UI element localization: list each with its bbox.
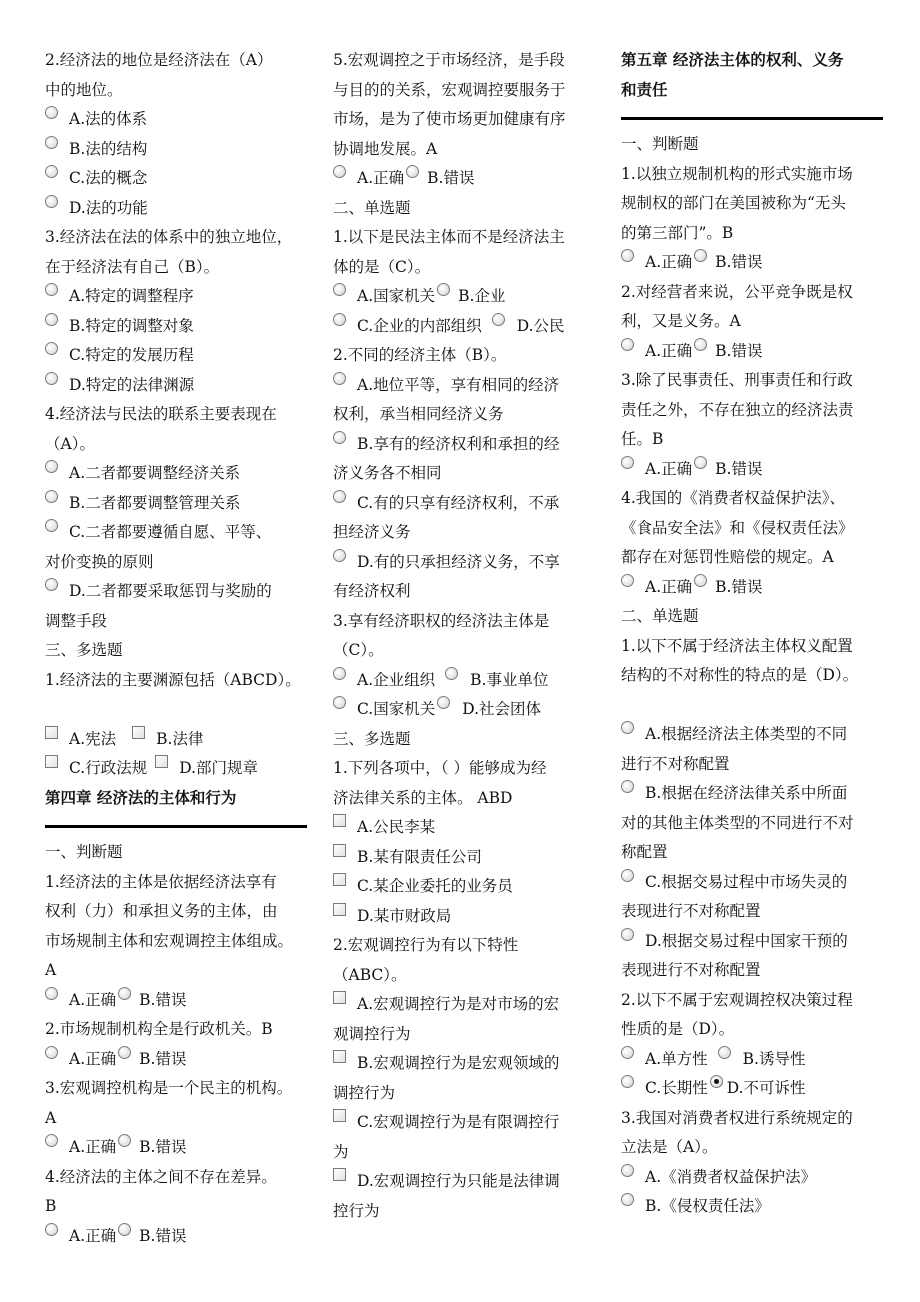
option-continuation: 权利，承当相同经济义务 [333, 405, 504, 423]
radio-button[interactable] [45, 1223, 58, 1236]
option-row[interactable] [333, 695, 595, 725]
question-text: 结构的不对称性的特点的是（D）。 [621, 666, 859, 684]
option-label: B.法的结构 [69, 139, 148, 158]
chapter-title: 第四章 经济法的主体和行为 [45, 788, 237, 807]
option-label: B.诱导性 [742, 1049, 806, 1068]
radio-button[interactable] [45, 519, 58, 532]
option-label: C.宏观调控行为是有限调控行 [357, 1113, 560, 1131]
question-text: 市场，是为了使市场更加健康有序 [333, 110, 566, 128]
option-label: B.错误 [139, 1226, 187, 1245]
option-label: B.享有的经济权利和承担的经 [357, 434, 560, 453]
spacer [45, 695, 307, 725]
option-row[interactable] [45, 341, 307, 371]
option-label: B.《侵权责任法》 [645, 1197, 770, 1215]
option-continuation: 有经济权利 [333, 582, 411, 600]
option-continuation: 观调控行为 [333, 1024, 411, 1043]
option-row[interactable] [333, 548, 595, 578]
question-text: 3.除了民事责任、刑事责任和行政 [621, 371, 853, 389]
option-label: A.正确 [69, 1049, 117, 1068]
option-row[interactable] [45, 518, 307, 548]
answer-key: B [45, 1197, 57, 1215]
option-row[interactable] [333, 843, 595, 873]
option-label: D.特定的法律渊源 [69, 375, 195, 394]
section-heading: 二、单选题 [333, 198, 411, 217]
option-label: B.错误 [715, 341, 763, 360]
checkbox[interactable] [155, 755, 168, 768]
option-continuation: 调整手段 [45, 611, 108, 630]
radio-button[interactable] [45, 490, 58, 503]
option-label: B.根据在经济法律关系中所面 [645, 784, 848, 802]
chapter-title: 第五章 经济法主体的权利、义务 [621, 51, 844, 69]
checkbox[interactable] [333, 1050, 346, 1063]
radio-button[interactable] [333, 549, 346, 562]
checkbox[interactable] [132, 726, 145, 739]
radio-button[interactable] [718, 1046, 731, 1059]
option-continuation: 济义务各不相同 [333, 464, 442, 482]
checkbox[interactable] [333, 1109, 346, 1122]
option-continuation: 表现进行不对称配置 [621, 902, 761, 920]
option-continuation: 对的其他主体类型的不同进行不对 [621, 813, 854, 832]
option-row[interactable] [45, 489, 307, 519]
question-text: 与目的的关系，宏观调控要服务于 [333, 80, 566, 99]
question-text: 责任之外，不存在独立的经济法责 [621, 400, 854, 419]
option-label: A.正确 [69, 1138, 117, 1156]
option-row[interactable] [621, 779, 883, 809]
option-row[interactable] [621, 455, 883, 485]
option-row[interactable] [45, 135, 307, 165]
radio-button[interactable] [694, 338, 707, 351]
radio-button[interactable] [45, 106, 58, 119]
radio-button[interactable] [118, 1223, 131, 1236]
question-text: 《食品安全法》和《侵权责任法》 [621, 518, 854, 537]
option-label: B.错误 [427, 169, 475, 187]
option-row[interactable] [45, 725, 307, 755]
option-row[interactable] [621, 337, 883, 367]
option-row[interactable] [45, 754, 307, 784]
radio-button[interactable] [437, 696, 450, 709]
option-label: C.特定的发展历程 [69, 346, 194, 364]
option-label: D.二者都要采取惩罚与奖励的 [69, 582, 272, 600]
chapter-title-continuation: 和责任 [621, 80, 668, 99]
option-label: B.企业 [458, 287, 506, 305]
option-row[interactable] [333, 813, 595, 843]
option-label: D.某市财政局 [357, 906, 452, 925]
answer-key: A [45, 1108, 57, 1127]
option-label: B.事业单位 [470, 670, 549, 689]
radio-button[interactable] [45, 283, 58, 296]
question-text: 立法是（A）。 [621, 1138, 718, 1156]
option-label: D.公民 [516, 316, 565, 335]
radio-button-selected[interactable] [710, 1075, 723, 1088]
checkbox[interactable] [333, 991, 346, 1004]
checkbox[interactable] [333, 903, 346, 916]
radio-button[interactable] [45, 195, 58, 208]
option-label: A.正确 [645, 341, 693, 360]
option-row[interactable] [621, 868, 883, 898]
radio-button[interactable] [445, 667, 458, 680]
question-text: 济法律关系的主体。 ABD [333, 788, 513, 807]
option-label: D.宏观调控行为只能是法律调 [357, 1172, 560, 1190]
option-label: A.国家机关 [357, 287, 436, 305]
option-row[interactable] [333, 1167, 595, 1197]
column-left [45, 46, 307, 1251]
option-label: D.不可诉性 [726, 1079, 806, 1097]
section-heading: 三、多选题 [333, 729, 411, 748]
option-label: B.二者都要调整管理关系 [69, 493, 241, 512]
radio-button[interactable] [333, 165, 346, 178]
option-label: A.公民李某 [357, 818, 436, 836]
option-label: A.正确 [69, 1226, 117, 1245]
option-row[interactable] [333, 1108, 595, 1138]
section-heading: 二、单选题 [621, 607, 699, 625]
option-label: C.法的概念 [69, 169, 148, 187]
radio-button[interactable] [118, 987, 131, 1000]
option-row[interactable] [333, 371, 595, 401]
radio-button[interactable] [621, 1075, 634, 1088]
option-label: B.错误 [139, 1138, 187, 1156]
option-label: D.根据交易过程中国家干预的 [645, 931, 848, 950]
option-row[interactable] [333, 872, 595, 902]
question-text: 在于经济法有自己（B）。 [45, 257, 220, 276]
radio-button[interactable] [333, 431, 346, 444]
column-middle [333, 46, 595, 1226]
question-text: 1.经济法的主体是依据经济法享有 [45, 872, 277, 891]
radio-button[interactable] [621, 338, 634, 351]
radio-button[interactable] [333, 667, 346, 680]
option-label: A.正确 [357, 169, 405, 187]
option-label: A.二者都要调整经济关系 [69, 464, 241, 482]
option-label: A.特定的调整程序 [69, 287, 194, 305]
option-row[interactable] [333, 489, 595, 519]
option-row[interactable] [45, 986, 307, 1016]
option-row[interactable] [45, 577, 307, 607]
question-text: （C）。 [333, 641, 384, 659]
column-right [621, 46, 883, 1222]
option-row[interactable] [45, 164, 307, 194]
radio-button[interactable] [694, 574, 707, 587]
option-label: B.错误 [715, 459, 763, 478]
option-label: D.社会团体 [462, 700, 542, 718]
radio-button[interactable] [621, 780, 634, 793]
radio-button[interactable] [45, 313, 58, 326]
checkbox[interactable] [45, 726, 58, 739]
radio-button[interactable] [694, 456, 707, 469]
option-label: C.有的只享有经济权利，不承 [357, 493, 560, 512]
radio-button[interactable] [333, 696, 346, 709]
option-row[interactable] [621, 248, 883, 278]
option-row[interactable] [333, 312, 595, 342]
divider [621, 117, 883, 120]
option-label: C.二者都要遵循自愿、平等、 [69, 523, 272, 541]
option-label: A.正确 [645, 577, 693, 596]
option-label: C.企业的内部组织 [357, 316, 482, 335]
question-text: 2.宏观调控行为有以下特性 [333, 936, 519, 954]
radio-button[interactable] [621, 574, 634, 587]
question-text: 2.以下不属于宏观调控权决策过程 [621, 990, 853, 1009]
option-continuation: 称配置 [621, 843, 668, 861]
option-label: A.根据经济法主体类型的不同 [645, 725, 848, 743]
question-text: 5.宏观调控之于市场经济，是手段 [333, 51, 565, 69]
question-text: 3.经济法在法的体系中的独立地位， [45, 228, 293, 246]
option-continuation: 调控行为 [333, 1083, 396, 1102]
divider [45, 825, 307, 828]
question-text: 2.市场规制机构全是行政机关。B [45, 1020, 273, 1038]
option-label: B.错误 [715, 253, 763, 271]
option-row[interactable] [45, 312, 307, 342]
radio-button[interactable] [45, 165, 58, 178]
option-row[interactable] [333, 1049, 595, 1079]
option-label: B.宏观调控行为是宏观领域的 [357, 1054, 560, 1072]
option-label: C.根据交易过程中市场失灵的 [645, 872, 848, 891]
question-text: 任。B [621, 430, 664, 448]
question-text: 性质的是（D）。 [621, 1020, 735, 1038]
option-label: A.《消费者权益保护法》 [645, 1167, 817, 1186]
option-label: A.企业组织 [357, 670, 436, 689]
radio-button[interactable] [45, 578, 58, 591]
option-row[interactable] [333, 990, 595, 1020]
option-label: D.部门规章 [179, 759, 259, 777]
radio-button[interactable] [621, 1193, 634, 1206]
option-row[interactable] [45, 371, 307, 401]
radio-button[interactable] [621, 721, 634, 734]
option-continuation: 控行为 [333, 1201, 380, 1220]
radio-button[interactable] [333, 490, 346, 503]
question-text: 3.我国对消费者权进行系统规定的 [621, 1108, 853, 1127]
radio-button[interactable] [45, 460, 58, 473]
radio-button[interactable] [694, 249, 707, 262]
option-row[interactable] [621, 573, 883, 603]
option-continuation: 对价变换的原则 [45, 552, 154, 571]
option-row[interactable] [45, 105, 307, 135]
question-text: 2.不同的经济主体（B）。 [333, 346, 507, 364]
option-row[interactable] [45, 1045, 307, 1075]
answer-key: A [45, 961, 57, 979]
question-text: 2.经济法的地位是经济法在（A） [45, 51, 273, 69]
radio-button[interactable] [45, 1046, 58, 1059]
option-label: A.单方性 [645, 1049, 708, 1068]
question-text: 市场规制主体和宏观调控主体组成。 [45, 931, 294, 950]
question-text: （ABC）。 [333, 965, 407, 984]
option-label: B.特定的调整对象 [69, 316, 194, 335]
option-label: B.错误 [715, 577, 763, 596]
option-label: C.某企业委托的业务员 [357, 877, 513, 895]
radio-button[interactable] [45, 987, 58, 1000]
option-row[interactable] [45, 459, 307, 489]
radio-button[interactable] [118, 1134, 131, 1147]
option-label: A.正确 [645, 459, 693, 478]
option-label: A.法的体系 [69, 110, 148, 128]
option-row[interactable] [621, 1163, 883, 1193]
radio-button[interactable] [45, 136, 58, 149]
option-row[interactable] [333, 164, 595, 194]
checkbox[interactable] [333, 844, 346, 857]
option-row[interactable] [621, 720, 883, 750]
checkbox[interactable] [333, 873, 346, 886]
question-text: 都存在对惩罚性赔偿的规定。A [621, 548, 834, 566]
option-row[interactable] [45, 1133, 307, 1163]
option-label: B.法律 [156, 729, 204, 748]
question-text: 4.经济法的主体之间不存在差异。 [45, 1167, 277, 1186]
question-text: 2.对经营者来说，公平竞争既是权 [621, 282, 853, 301]
question-text: 中的地位。 [45, 80, 123, 99]
question-text: 1.经济法的主要渊源包括（ABCD）。 [45, 670, 301, 689]
radio-button[interactable] [621, 456, 634, 469]
question-text: 4.经济法与民法的联系主要表现在 [45, 405, 277, 423]
option-row[interactable] [45, 282, 307, 312]
section-heading: 一、判断题 [45, 843, 123, 861]
radio-button[interactable] [621, 249, 634, 262]
option-continuation: 为 [333, 1142, 349, 1161]
question-text: 1.以独立规制机构的形式实施市场 [621, 164, 853, 183]
question-text: 的第三部门”。B [621, 223, 734, 242]
option-label: D.有的只承担经济义务，不享 [357, 552, 560, 571]
option-label: C.国家机关 [357, 700, 436, 718]
question-text: 体的是（C）。 [333, 257, 431, 276]
option-continuation: 进行不对称配置 [621, 754, 730, 773]
question-text: 规制权的部门在美国被称为“无头 [621, 194, 846, 212]
radio-button[interactable] [333, 283, 346, 296]
option-label: B.错误 [139, 1049, 187, 1068]
option-row[interactable] [45, 1222, 307, 1252]
radio-button[interactable] [437, 283, 450, 296]
option-row[interactable] [333, 430, 595, 460]
checkbox[interactable] [333, 1168, 346, 1181]
question-text: 权利（力）和承担义务的主体，由 [45, 902, 278, 920]
question-text: 协调地发展。A [333, 139, 438, 158]
question-text: 1.下列各项中，（ ）能够成为经 [333, 759, 547, 777]
option-row[interactable] [621, 1192, 883, 1222]
radio-button[interactable] [621, 1164, 634, 1177]
radio-button[interactable] [406, 165, 419, 178]
question-text: 利，又是义务。A [621, 312, 741, 330]
option-label: A.地位平等，享有相同的经济 [357, 375, 560, 394]
option-label: B.错误 [139, 990, 187, 1009]
radio-button[interactable] [621, 869, 634, 882]
question-text: 1.以下是民法主体而不是经济法主 [333, 228, 565, 246]
spacer [621, 691, 883, 721]
question-text: 3.享有经济职权的经济法主体是 [333, 611, 550, 630]
question-text: （A）。 [45, 434, 95, 453]
option-row[interactable] [621, 927, 883, 957]
option-label: A.正确 [645, 253, 693, 271]
radio-button[interactable] [45, 342, 58, 355]
radio-button[interactable] [621, 928, 634, 941]
checkbox[interactable] [45, 755, 58, 768]
section-heading: 三、多选题 [45, 641, 123, 659]
option-label: A.正确 [69, 990, 117, 1009]
question-text: 3.宏观调控机构是一个民主的机构。 [45, 1079, 293, 1097]
question-text: 1.以下不属于经济法主体权义配置 [621, 636, 853, 655]
section-heading: 一、判断题 [621, 135, 699, 153]
radio-button[interactable] [45, 1134, 58, 1147]
radio-button[interactable] [333, 372, 346, 385]
option-continuation: 表现进行不对称配置 [621, 961, 761, 979]
option-row[interactable] [45, 194, 307, 224]
option-label: C.长期性 [645, 1079, 708, 1097]
option-label: B.某有限责任公司 [357, 847, 482, 866]
checkbox[interactable] [333, 814, 346, 827]
radio-button[interactable] [118, 1046, 131, 1059]
option-row[interactable] [621, 1045, 883, 1075]
option-label: A.宏观调控行为是对市场的宏 [357, 995, 560, 1013]
option-label: D.法的功能 [69, 198, 148, 217]
radio-button[interactable] [45, 372, 58, 385]
option-row[interactable] [333, 282, 595, 312]
option-label: A.宪法 [69, 729, 117, 748]
option-row[interactable] [333, 666, 595, 696]
radio-button[interactable] [492, 313, 505, 326]
option-continuation: 担经济义务 [333, 523, 411, 541]
question-text: 4.我国的《消费者权益保护法》、 [621, 489, 846, 507]
radio-button[interactable] [333, 313, 346, 326]
radio-button[interactable] [621, 1046, 634, 1059]
option-row[interactable] [333, 902, 595, 932]
option-label: C.行政法规 [69, 759, 148, 777]
option-row[interactable] [621, 1074, 883, 1104]
